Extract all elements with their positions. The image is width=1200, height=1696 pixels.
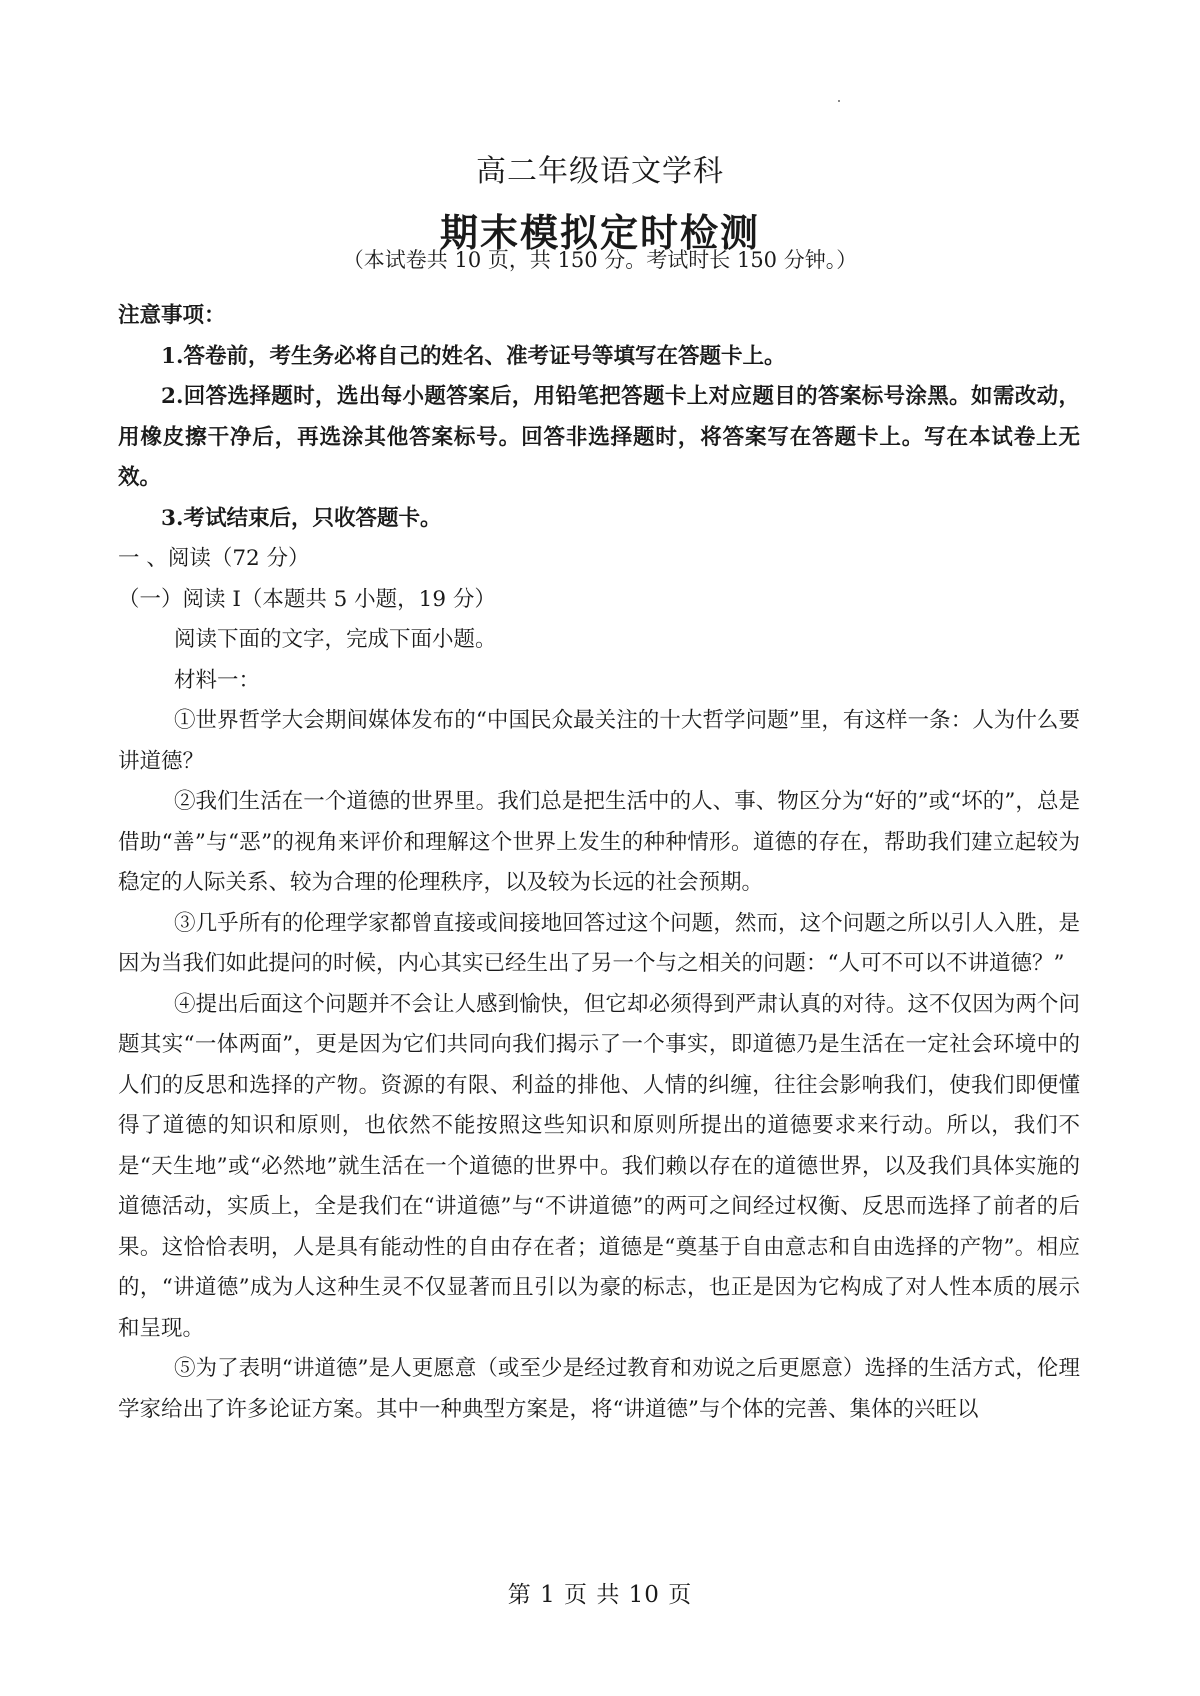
- passage-paragraph-1: ①世界哲学大会期间媒体发布的“中国民众最关注的十大哲学问题”里，有这样一条：人为什么要讲道德？: [118, 708, 1080, 774]
- exam-subject-title: 高二年级语文学科: [476, 154, 724, 189]
- material-label: 材料一：: [174, 667, 261, 693]
- scan-speck: [838, 100, 840, 102]
- notice-item-2: 2.回答选择题时，选出每小题答案后，用铅笔把答题卡上对应题目的答案标号涂黑。如需改动，用橡皮擦干净后，再选涂其他答案标号。回答非选择题时，将答案写在答题卡上。写在本试卷上无效。: [118, 384, 1080, 490]
- exam-main-title: 期末模拟定时检测: [439, 210, 760, 255]
- notice-item-1: 1.答卷前，考生务必将自己的姓名、准考证号等填写在答题卡上。: [161, 343, 786, 369]
- notice-item-3: 3.考试结束后，只收答题卡。: [161, 505, 442, 531]
- section-heading: 一 、阅读（72 分）: [118, 546, 310, 571]
- reading-instruction: 阅读下面的文字，完成下面小题。: [174, 627, 497, 652]
- exam-info-line: （本试卷共 10 页，共 150 分。考试时长 150 分钟。）: [342, 248, 858, 272]
- reading-passage: [118, 701, 1080, 1430]
- section-subheading: （一）阅读 I（本题共 5 小题，19 分）: [118, 586, 496, 612]
- passage-paragraph-3: ③几乎所有的伦理学家都曾直接或间接地回答过这个问题，然而，这个问题之所以引人入胜，是因为当我们如此提问的时候，内心其实已经生出了另一个与之相关的问题：“人可不可以不讲道德？”: [118, 910, 1080, 976]
- passage-paragraph-4: ④提出后面这个问题并不会让人感到愉快，但它却必须得到严肃认真的对待。这不仅因为两个问题其实“一体两面”，更是因为它们共同向我们揭示了一个事实，即道德乃是生活在一定社会环境中的人们的反思和选择的产物。资源的有限、利益的排他、人情的纠缠，往往会影响我们，使我们即便懂得了道德的知识和原则，也依然不能按照这些知识和原则所提出的道德要求来行动。所以，我们不是“天生地”或“必然地”就生活在一个道德的世界中。我们赖以存在的道德世界，以及我们具体实施的道德活动，实质上，全是我们在“讲道德”与“不讲道德”的两可之间经过权衡、反思而选择了前者的后果。这恰恰表明，人是具有能动性的自由存在者；道德是“奠基于自由意志和自由选择的产物”。相应的，“讲道德”成为人这种生灵不仅显著而且引以为豪的标志，也正是因为它构成了对人性本质的展示和呈现。: [118, 991, 1080, 1341]
- passage-paragraph-2: ②我们生活在一个道德的世界里。我们总是把生活中的人、事、物区分为“好的”或“坏的”，总是借助“善”与“恶”的视角来评价和理解这个世界上发生的种种情形。道德的存在，帮助我们建立起较为稳定的人际关系、较为合理的伦理秩序，以及较为长远的社会预期。: [118, 789, 1080, 895]
- notice-heading: 注意事项：: [118, 303, 226, 328]
- passage-paragraph-5: ⑤为了表明“讲道德”是人更愿意（或至少是经过教育和劝说之后更愿意）选择的生活方式，伦理学家给出了许多论证方案。其中一种典型方案是，将“讲道德”与个体的完善、集体的兴旺以: [118, 1356, 1080, 1422]
- page-number: 第 1 页 共 10 页: [507, 1582, 693, 1608]
- exam-body: [118, 296, 1080, 1430]
